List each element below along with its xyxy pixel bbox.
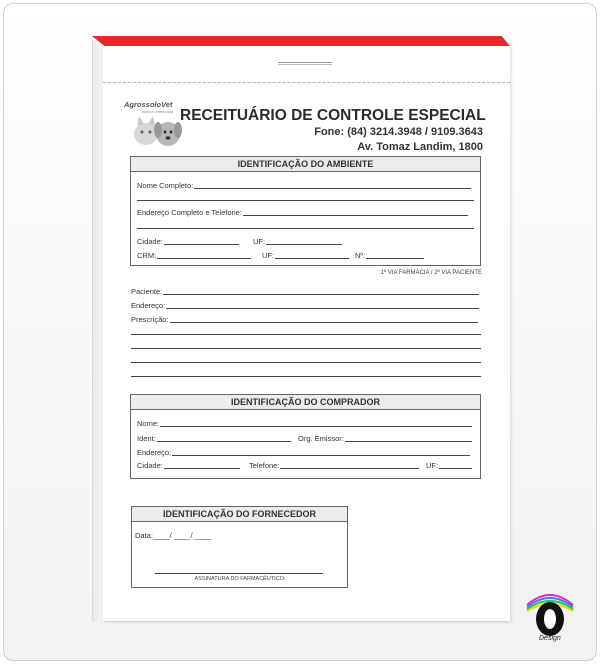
paciente-field[interactable] [131, 287, 479, 296]
ambiente-uf2-field[interactable] [262, 251, 349, 260]
signature-line[interactable] [155, 573, 323, 574]
comprador-nome-field[interactable] [137, 419, 472, 428]
ambiente-uf-field[interactable] [253, 237, 342, 246]
comprador-telefone-line [280, 468, 419, 469]
ambiente-endereco-line-2 [137, 228, 474, 229]
pad-hook [278, 62, 332, 65]
prescricao-line-3 [131, 348, 481, 349]
ambiente-crm-field[interactable] [137, 251, 251, 260]
comprador-orgao-line [345, 441, 472, 442]
ambiente-nome-field[interactable] [137, 181, 471, 190]
ambiente-crm-label: CRM: [137, 251, 157, 260]
comprador-nome-label: Nome: [137, 419, 160, 428]
comprador-ident-field[interactable] [137, 434, 291, 443]
comprador-title: IDENTIFICAÇÃO DO COMPRADOR [131, 395, 480, 410]
ambiente-cidade-line [164, 244, 239, 245]
comprador-uf-line [439, 468, 472, 469]
comprador-orgao-field[interactable] [298, 434, 472, 443]
ambiente-numero-field[interactable] [355, 251, 424, 260]
ambiente-title: IDENTIFICAÇÃO DO AMBIENTE [131, 157, 480, 172]
ambiente-uf-line [266, 244, 342, 245]
comprador-telefone-field[interactable] [249, 461, 419, 470]
endereco-field[interactable] [131, 301, 479, 310]
prescricao-field[interactable] [131, 315, 478, 324]
fornecedor-title: IDENTIFICAÇÃO DO FORNECEDOR [132, 507, 347, 522]
comprador-uf-label: UF: [426, 461, 439, 470]
ambiente-nome-line-2 [137, 200, 474, 201]
comprador-orgao-label: Org. Emissor: [298, 434, 344, 443]
clinic-phone: Fone: (84) 3214.3948 / 9109.3643 [314, 126, 483, 138]
comprador-cidade-label: Cidade: [137, 461, 163, 470]
ambiente-numero-label: Nº: [355, 251, 366, 260]
prescricao-line-2 [131, 334, 481, 335]
ambiente-crm-line [157, 258, 251, 259]
designer-badge [521, 583, 579, 647]
via-note: 1º VIA FARMÁCIA / 2ª VIA PACIENTE [380, 270, 482, 276]
fornecedor-data-label: Data:____/ ____/ ____ [135, 531, 212, 540]
clinic-logo [124, 100, 184, 146]
endereco-line [166, 308, 479, 309]
comprador-endereco-field[interactable] [137, 448, 470, 457]
pets-icon [126, 112, 186, 148]
perforation-line [103, 82, 510, 83]
paciente-label: Paciente: [131, 287, 163, 296]
ambiente-uf2-line [275, 258, 349, 259]
comprador-endereco-line [172, 455, 470, 456]
ambiente-endereco-label: Endereço Completo e Telefone: [137, 208, 242, 217]
prescricao-line-5 [131, 376, 481, 377]
comprador-telefone-label: Telefone: [249, 461, 280, 470]
ambiente-uf-label: UF: [253, 237, 266, 246]
pad-top-binding [92, 36, 510, 46]
ambiente-endereco-line [243, 215, 468, 216]
endereco-label: Endereço: [131, 301, 166, 310]
ambiente-numero-line [366, 258, 424, 259]
page-title: RECEITUÁRIO DE CONTROLE ESPECIAL [180, 107, 486, 124]
ambiente-nome-label: Nome Completo: [137, 181, 194, 190]
clinic-address: Av. Tomaz Landim, 1800 [357, 141, 483, 153]
badge-text: Design [539, 635, 561, 642]
prescricao-label: Prescrição: [131, 315, 169, 324]
prescricao-line [170, 322, 478, 323]
ambiente-uf2-label: UF: [262, 251, 275, 260]
comprador-ident-label: Ident: [137, 434, 156, 443]
comprador-endereco-label: Endereço: [137, 448, 172, 457]
logo-text: AgrossoloVet [124, 100, 173, 109]
prescricao-line-4 [131, 362, 481, 363]
comprador-ident-line [157, 441, 291, 442]
comprador-cidade-line [164, 468, 240, 469]
ambiente-nome-line [194, 188, 471, 189]
signature-label: ASSINATURA DO FARMACÊUTICO: [194, 576, 286, 582]
fornecedor-data-field[interactable] [135, 531, 211, 540]
paciente-line [163, 294, 479, 295]
comprador-cidade-field[interactable] [137, 461, 240, 470]
ambiente-cidade-label: Cidade: [137, 237, 163, 246]
comprador-uf-field[interactable] [426, 461, 472, 470]
ambiente-endereco-field[interactable] [137, 208, 468, 217]
ambiente-cidade-field[interactable] [137, 237, 239, 246]
logo-subtitle: clínica veterinária [142, 109, 174, 114]
comprador-nome-line [160, 426, 472, 427]
